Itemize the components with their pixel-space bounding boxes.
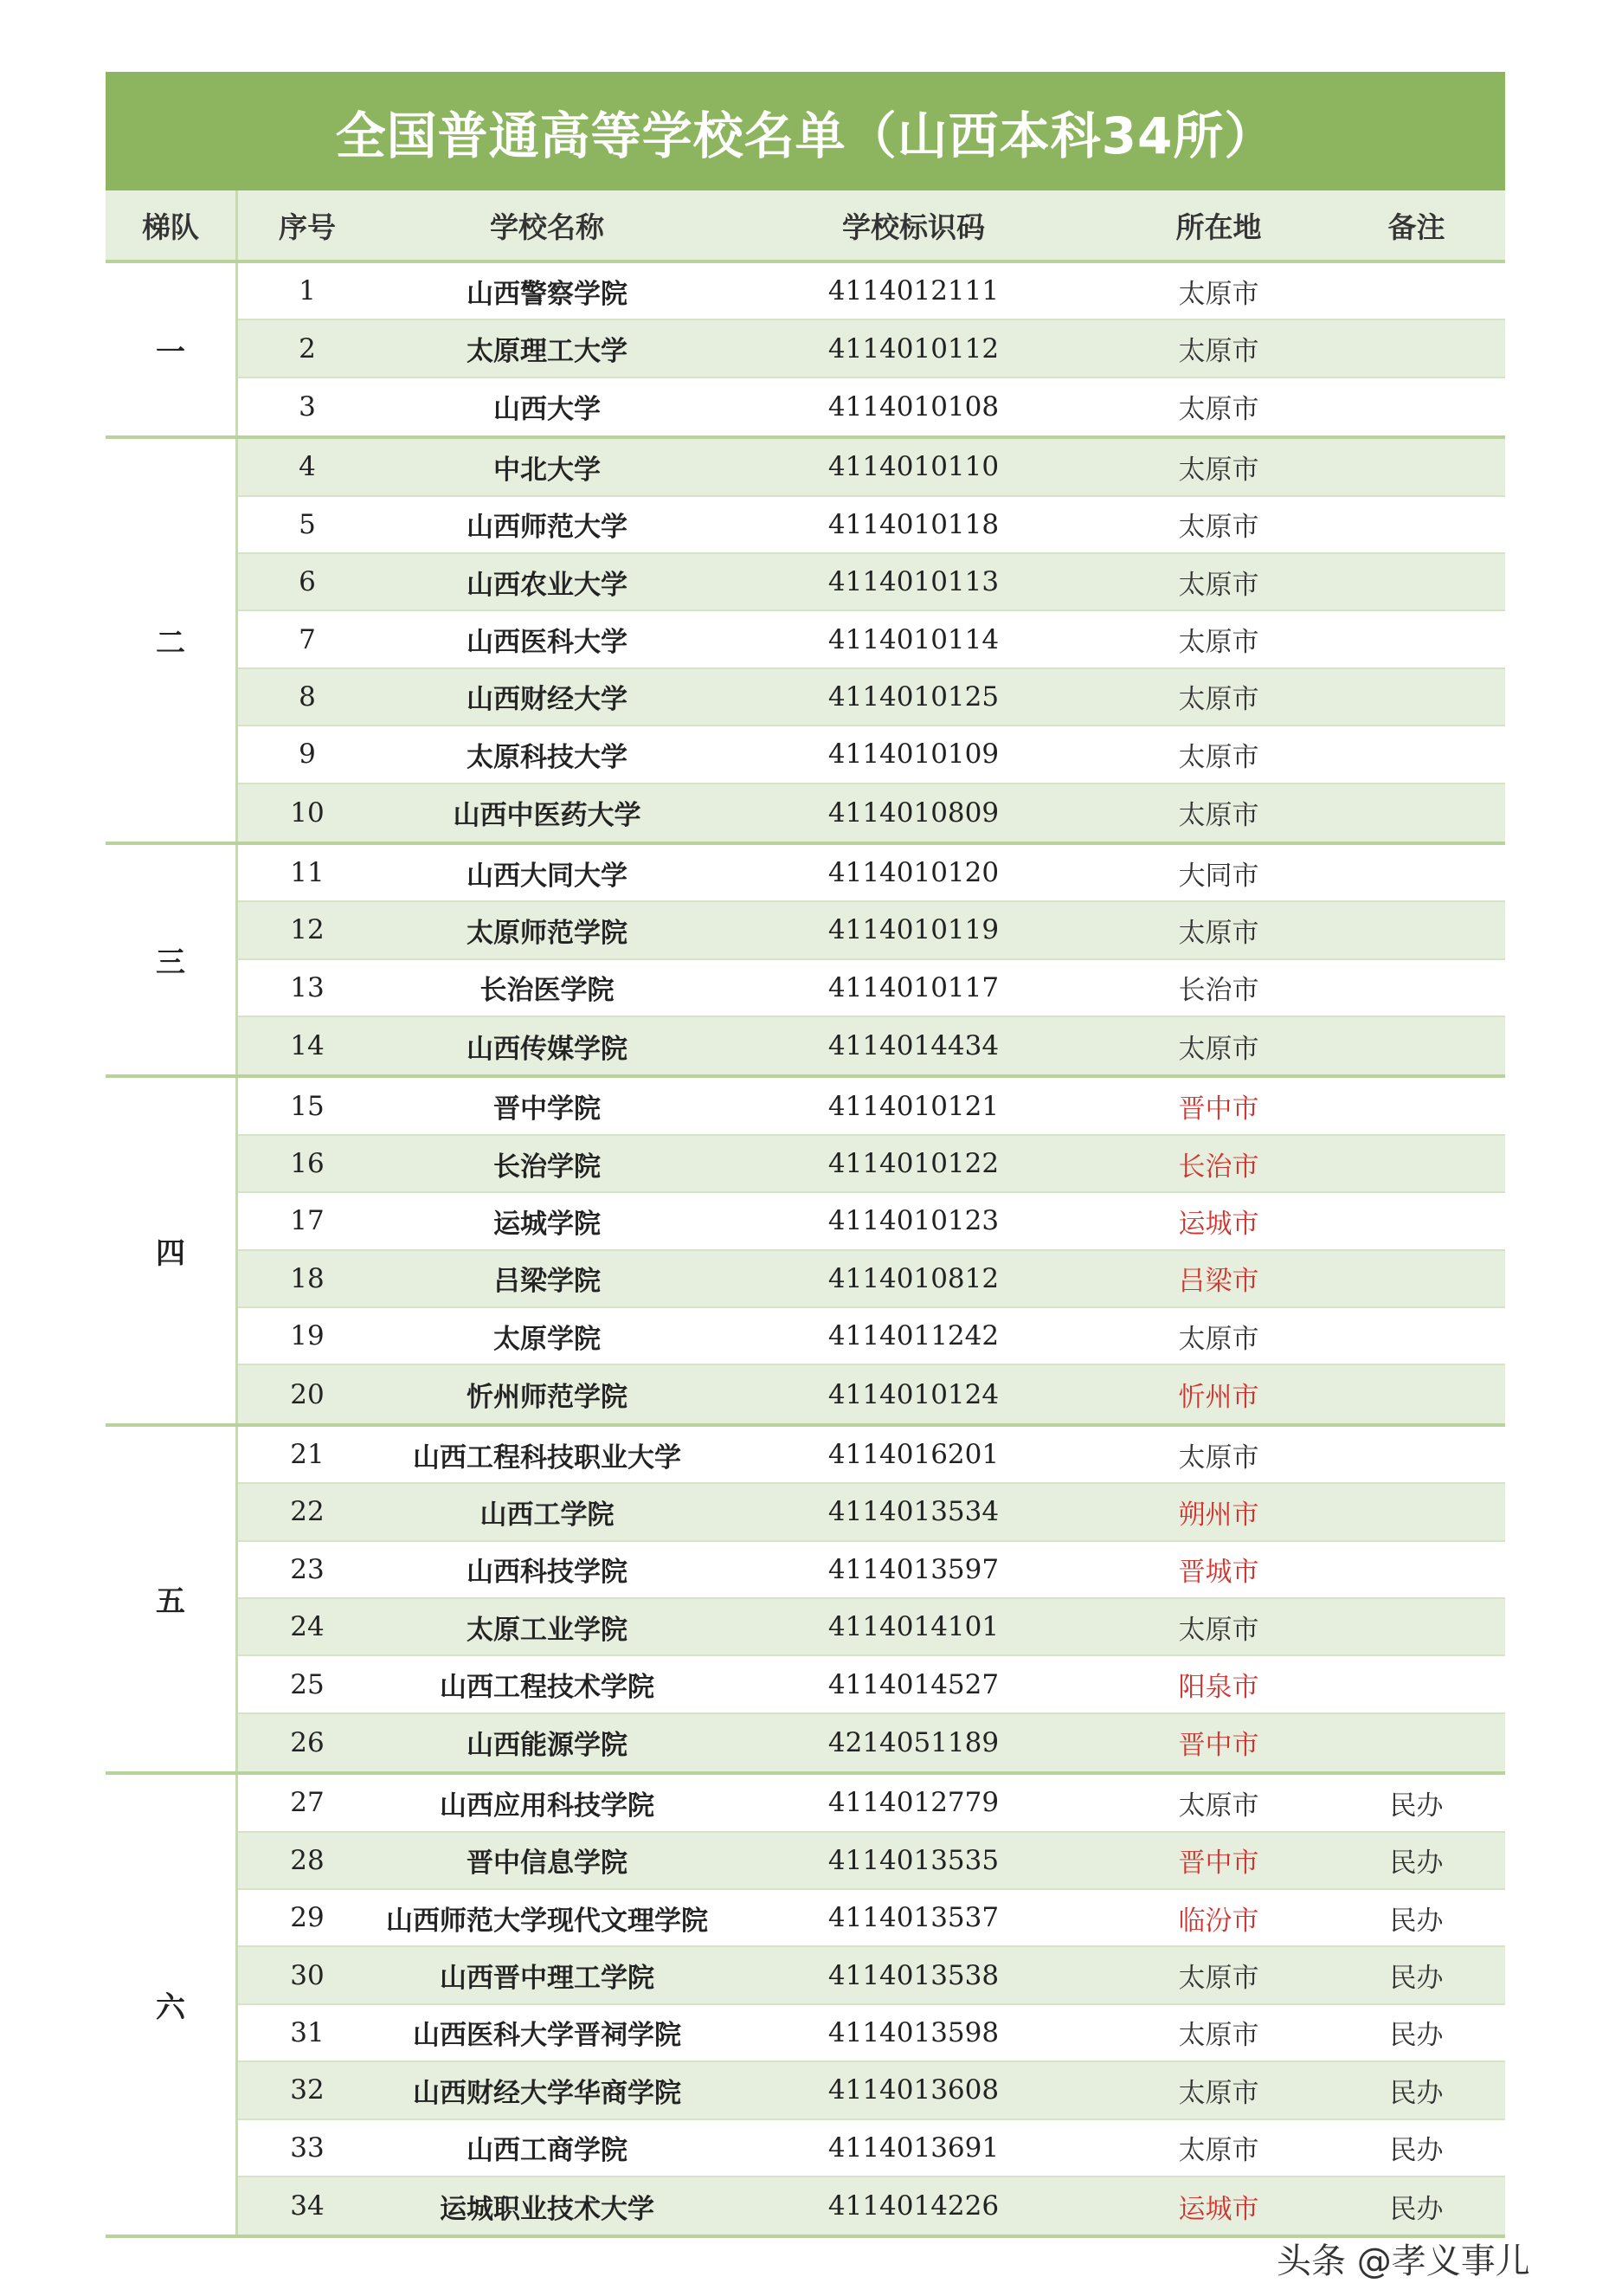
school-code: 4114013538 [827, 1959, 1000, 1991]
school-city: 太原市 [1178, 336, 1259, 368]
school-note: 民办 [1389, 2135, 1444, 2167]
school-note [1328, 1427, 1505, 1482]
school-city: 晋中市 [1178, 1848, 1259, 1880]
table-row [238, 611, 1505, 668]
table-row [238, 1484, 1505, 1541]
table-row [238, 1714, 1505, 1771]
school-code: 4114010809 [827, 797, 1000, 829]
school-name: 山西警察学院 [467, 278, 628, 310]
school-city: 吕梁市 [1178, 1266, 1259, 1298]
school-city: 太原市 [1178, 454, 1259, 486]
school-code: 4114010112 [827, 332, 1000, 364]
table-row [238, 378, 1505, 435]
school-name: 忻州师范学院 [467, 1382, 628, 1414]
table-row [238, 726, 1505, 784]
school-note [1328, 1017, 1505, 1074]
school-name: 山西工商学院 [467, 2135, 628, 2167]
school-note [1328, 1193, 1505, 1248]
row-no: 11 [290, 857, 325, 889]
row-no: 10 [290, 797, 325, 829]
school-code: 4114013537 [827, 1902, 1000, 1934]
row-no: 8 [299, 680, 316, 713]
header-row [106, 190, 1505, 263]
row-no: 9 [299, 738, 316, 771]
row-no: 18 [290, 1262, 325, 1294]
school-city: 长治市 [1178, 1151, 1259, 1183]
school-city: 太原市 [1178, 1790, 1259, 1822]
school-note [1328, 1656, 1505, 1712]
table-row [238, 2120, 1505, 2177]
school-code: 4114014101 [827, 1611, 1000, 1643]
school-city: 太原市 [1178, 278, 1259, 310]
school-note [1328, 1714, 1505, 1771]
school-code: 4114010109 [827, 738, 1000, 771]
school-city: 晋城市 [1178, 1557, 1259, 1589]
school-note: 民办 [1389, 2020, 1444, 2052]
school-city: 太原市 [1178, 627, 1259, 659]
school-name: 山西师范大学现代文理学院 [386, 1905, 708, 1937]
school-code: 4114016201 [827, 1439, 1000, 1470]
school-code: 4114010122 [827, 1148, 1000, 1180]
school-note [1328, 1078, 1505, 1133]
table-row [238, 1656, 1505, 1713]
row-no: 28 [290, 1844, 325, 1876]
header-code: 学校标识码 [842, 210, 985, 244]
school-code: 4114010125 [827, 680, 1000, 713]
school-note [1328, 669, 1505, 725]
school-note: 民办 [1389, 1963, 1444, 1995]
school-note [1328, 497, 1505, 552]
school-name: 山西传媒学院 [467, 1033, 628, 1065]
school-code: 4114013598 [827, 2016, 1000, 2048]
school-city: 太原市 [1178, 800, 1259, 832]
school-name: 运城学院 [493, 1208, 601, 1240]
tier-group [106, 263, 1505, 439]
table-row [238, 2177, 1505, 2235]
school-note: 民办 [1389, 1848, 1444, 1880]
school-code: 4114010124 [827, 1378, 1000, 1410]
watermark: 头条 @孝义事儿 [1277, 2241, 1530, 2281]
row-no: 20 [290, 1378, 325, 1410]
table-row [238, 2005, 1505, 2062]
row-no: 32 [290, 2074, 325, 2106]
school-name: 山西财经大学 [467, 684, 628, 716]
school-name: 山西财经大学华商学院 [413, 2077, 681, 2109]
school-name: 山西科技学院 [467, 1557, 628, 1589]
row-no: 31 [290, 2016, 325, 2048]
school-note: 民办 [1389, 2077, 1444, 2109]
school-name: 山西能源学院 [467, 1730, 628, 1762]
school-name: 山西师范大学 [467, 512, 628, 544]
table-row [238, 1833, 1505, 1890]
school-city: 太原市 [1178, 512, 1259, 544]
row-no: 26 [290, 1726, 325, 1758]
school-name: 山西医科大学 [467, 627, 628, 659]
row-no: 17 [290, 1205, 325, 1237]
school-note [1328, 1251, 1505, 1306]
school-code: 4114014527 [827, 1668, 1000, 1700]
table-row [238, 320, 1505, 377]
table-row [238, 845, 1505, 902]
school-city: 太原市 [1178, 917, 1259, 949]
school-city: 太原市 [1178, 394, 1259, 426]
school-name: 运城职业技术大学 [440, 2193, 654, 2225]
table-row [238, 1193, 1505, 1250]
school-city: 朔州市 [1178, 1499, 1259, 1531]
school-code: 4114010123 [827, 1205, 1000, 1237]
school-city: 太原市 [1178, 2077, 1259, 2109]
school-code: 4114010121 [827, 1090, 1000, 1122]
school-note [1328, 439, 1505, 494]
school-note [1328, 902, 1505, 958]
school-code: 4114010119 [827, 914, 1000, 946]
school-name: 晋中信息学院 [467, 1848, 628, 1880]
table-row [238, 1078, 1505, 1135]
tier-label: 二 [106, 439, 238, 842]
school-name: 山西大学 [493, 394, 601, 426]
table-row [238, 902, 1505, 959]
school-note [1328, 845, 1505, 900]
row-no: 16 [290, 1148, 325, 1180]
school-code: 4114012111 [827, 275, 1000, 307]
school-note [1328, 263, 1505, 319]
table-row [238, 960, 1505, 1017]
school-note: 民办 [1389, 2193, 1444, 2225]
tier-label: 一 [106, 263, 238, 435]
school-code: 4114014434 [827, 1030, 1000, 1062]
school-note [1328, 320, 1505, 376]
school-city: 太原市 [1178, 741, 1259, 773]
row-no: 19 [290, 1320, 325, 1352]
school-name: 山西工程科技职业大学 [413, 1441, 681, 1474]
table-row [238, 1251, 1505, 1308]
tier-label: 四 [106, 1078, 238, 1422]
school-code: 4114010114 [827, 623, 1000, 655]
school-note [1328, 1542, 1505, 1597]
school-name: 山西工程技术学院 [440, 1672, 654, 1704]
table-row [238, 1890, 1505, 1947]
school-city: 太原市 [1178, 1963, 1259, 1995]
school-note [1328, 960, 1505, 1016]
row-no: 27 [290, 1787, 325, 1819]
school-name: 长治医学院 [479, 975, 615, 1007]
tier-group [106, 1078, 1505, 1426]
school-note [1328, 726, 1505, 782]
tier-group [106, 1427, 1505, 1775]
row-no: 1 [299, 275, 316, 307]
school-name: 山西晋中理工学院 [440, 1963, 654, 1995]
header-tier: 梯队 [106, 190, 238, 260]
school-city: 晋中市 [1178, 1730, 1259, 1762]
table-row [238, 439, 1505, 496]
school-code: 4114010812 [827, 1262, 1000, 1294]
school-code: 4114013535 [827, 1844, 1000, 1876]
school-code: 4114010120 [827, 857, 1000, 889]
row-no: 15 [290, 1090, 325, 1122]
row-no: 23 [290, 1553, 325, 1585]
row-no: 12 [290, 914, 325, 946]
school-code: 4114010118 [827, 508, 1000, 540]
school-note [1328, 1136, 1505, 1191]
school-code: 4114010113 [827, 566, 1000, 598]
school-note [1328, 1365, 1505, 1422]
table-row [238, 1542, 1505, 1599]
school-code: 4114013691 [827, 2132, 1000, 2164]
tier-label: 五 [106, 1427, 238, 1771]
school-code: 4114013608 [827, 2074, 1000, 2106]
school-city: 太原市 [1178, 2135, 1259, 2167]
school-code: 4114010110 [827, 451, 1000, 483]
school-name: 山西大同大学 [467, 860, 628, 892]
row-no: 4 [299, 451, 316, 483]
school-city: 阳泉市 [1178, 1672, 1259, 1704]
table-row [238, 1136, 1505, 1193]
row-no: 24 [290, 1611, 325, 1643]
school-name: 太原师范学院 [467, 917, 628, 949]
row-no: 2 [299, 332, 316, 364]
school-name: 太原学院 [493, 1323, 601, 1355]
table-row [238, 497, 1505, 554]
row-no: 13 [290, 971, 325, 1003]
school-code: 4114012779 [827, 1787, 1000, 1819]
school-name: 山西工学院 [479, 1499, 615, 1531]
school-name: 山西应用科技学院 [440, 1790, 654, 1822]
school-city: 太原市 [1178, 1441, 1259, 1474]
school-city: 晋中市 [1178, 1093, 1259, 1125]
header-city: 所在地 [1175, 210, 1262, 244]
school-city: 长治市 [1178, 975, 1259, 1007]
school-city: 忻州市 [1178, 1382, 1259, 1414]
row-no: 14 [290, 1030, 325, 1062]
table-row [238, 784, 1505, 842]
table-row [238, 1599, 1505, 1656]
school-note [1328, 378, 1505, 435]
row-no: 5 [299, 508, 316, 540]
school-code: 4214051189 [827, 1726, 1000, 1758]
school-code: 4114011242 [827, 1320, 1000, 1352]
tier-group [106, 439, 1505, 845]
school-note [1328, 784, 1505, 842]
row-no: 25 [290, 1668, 325, 1700]
school-city: 太原市 [1178, 684, 1259, 716]
table-row [238, 2062, 1505, 2119]
tier-group [106, 845, 1505, 1079]
header-note: 备注 [1387, 210, 1445, 244]
school-code: 4114010117 [827, 971, 1000, 1003]
school-city: 太原市 [1178, 1033, 1259, 1065]
school-name: 山西医科大学晋祠学院 [413, 2020, 681, 2052]
school-city: 太原市 [1178, 1614, 1259, 1646]
school-city: 运城市 [1178, 1208, 1259, 1240]
row-no: 3 [299, 390, 316, 422]
tier-label: 六 [106, 1775, 238, 2235]
school-note [1328, 1599, 1505, 1654]
school-city: 临汾市 [1178, 1905, 1259, 1937]
tier-group [106, 1775, 1505, 2238]
school-name: 晋中学院 [493, 1093, 601, 1125]
school-note: 民办 [1389, 1790, 1444, 1822]
row-no: 34 [290, 2190, 325, 2222]
school-code: 4114013534 [827, 1496, 1000, 1528]
school-name: 吕梁学院 [493, 1266, 601, 1298]
table-row [238, 1947, 1505, 2004]
row-no: 6 [299, 566, 316, 598]
school-city: 大同市 [1178, 860, 1259, 892]
school-list-table [106, 72, 1505, 2238]
school-city: 运城市 [1178, 2193, 1259, 2225]
school-code: 4114013597 [827, 1553, 1000, 1585]
table-row [238, 669, 1505, 726]
school-code: 4114014226 [827, 2190, 1000, 2222]
table-body [106, 263, 1505, 2238]
school-note [1328, 1484, 1505, 1539]
school-city: 太原市 [1178, 1323, 1259, 1355]
table-row [238, 1427, 1505, 1484]
table-row [238, 1017, 1505, 1074]
school-name: 太原理工大学 [467, 336, 628, 368]
table-title: 全国普通高等学校名单（山西本科34所） [106, 72, 1505, 190]
school-note: 民办 [1389, 1905, 1444, 1937]
table-row [238, 1775, 1505, 1832]
header-name: 学校名称 [490, 210, 604, 244]
school-name: 太原科技大学 [467, 741, 628, 773]
school-note [1328, 1308, 1505, 1364]
school-code: 4114010108 [827, 390, 1000, 422]
table-row [238, 1308, 1505, 1365]
school-note [1328, 611, 1505, 667]
school-city: 太原市 [1178, 569, 1259, 601]
tier-label: 三 [106, 845, 238, 1075]
school-name: 太原工业学院 [467, 1614, 628, 1646]
row-no: 29 [290, 1902, 325, 1934]
row-no: 33 [290, 2132, 325, 2164]
school-name: 长治学院 [493, 1151, 601, 1183]
row-no: 21 [290, 1439, 325, 1470]
header-no: 序号 [279, 210, 336, 244]
table-row [238, 263, 1505, 320]
school-name: 中北大学 [493, 454, 601, 486]
school-name: 山西农业大学 [467, 569, 628, 601]
school-city: 太原市 [1178, 2020, 1259, 2052]
school-note [1328, 554, 1505, 609]
table-row [238, 554, 1505, 611]
row-no: 7 [299, 623, 316, 655]
school-name: 山西中医药大学 [453, 800, 641, 832]
table-row [238, 1365, 1505, 1422]
row-no: 30 [290, 1959, 325, 1991]
row-no: 22 [290, 1496, 325, 1528]
